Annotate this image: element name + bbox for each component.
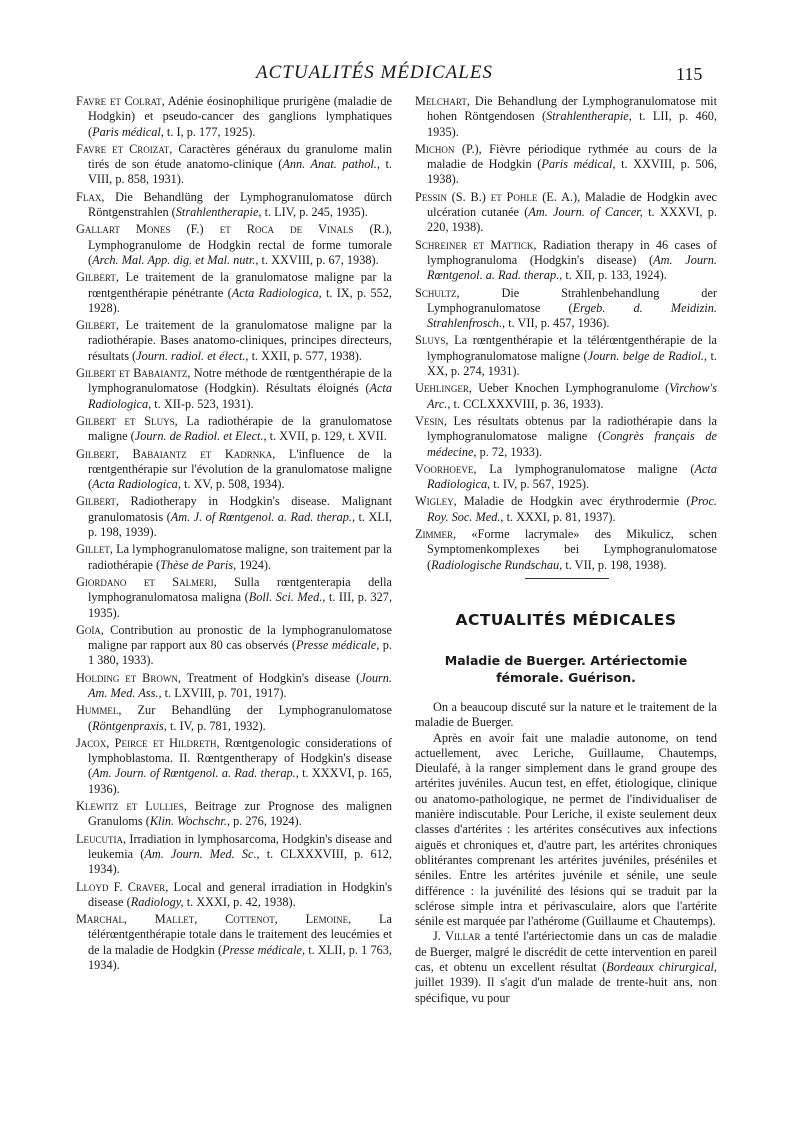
- reference-source: Am. Journ. Rœntgenol. a. Rad. therap.,: [427, 252, 717, 283]
- reference-details: t. IV, p. 567, 1925).: [490, 477, 590, 492]
- reference-details: t. XII-p. 523, 1931).: [151, 396, 254, 411]
- reference-source: Journ. de Radiol. et Elect.,: [134, 429, 267, 444]
- reference-details: t. I, p. 177, 1925).: [163, 124, 256, 139]
- left-column-references: [76, 94, 392, 975]
- reference-text: Adénie éosinophilique prurigène (maladie de Hodgkin) et pseudo-cancer des ganglions lymphatiques (: [88, 94, 392, 139]
- reference-author: Gilbert et Babaiantz,: [76, 366, 191, 381]
- reference-details: p. 1 380, 1933).: [88, 638, 392, 668]
- reference-entry: [76, 142, 392, 188]
- reference-author: Gilbert,: [76, 318, 119, 333]
- reference-text: Notre méthode de rœntgenthérapie de la lymphogranulomatose (Hodgkin). Résultats éloignés (: [88, 366, 392, 396]
- reference-text: Rœntgenologic considerations of lymphoblastoma. II. Rœntgentherapy of Hodgkin's disease (: [88, 735, 392, 781]
- body-paragraph-1: On a beaucoup discuté sur la nature et le traitement de la maladie de Buerger.: [415, 700, 717, 730]
- reference-source: Strahlentherapie,: [546, 109, 632, 124]
- reference-text: Maladie de Hodgkin avec érythrodermie (: [456, 494, 691, 509]
- reference-author: Leucutia,: [76, 831, 127, 846]
- reference-author: Favre et Colrat,: [76, 94, 165, 108]
- reference-author: Wigley,: [415, 494, 457, 509]
- reference-details: t. XII, p. 133, 1924).: [562, 268, 667, 283]
- reference-text: Zur Behandlüng der Lymphogranulomatose (: [88, 703, 392, 733]
- reference-entry: [76, 912, 392, 973]
- reference-details: t. IV, p. 781, 1932).: [166, 718, 266, 733]
- reference-author: Gilbert, Babaiantz et Kadrnka,: [76, 446, 276, 461]
- reference-source: Am. Journ. of Cancer,: [528, 205, 643, 220]
- reference-text: Sulla rœntgenterapia della lymphogranulomatosa maligna (: [88, 574, 392, 605]
- reference-source: Congrès français de médecine,: [427, 429, 717, 459]
- reference-entry: [76, 575, 392, 621]
- reference-text: Le traitement de la granulomatose maligne par la radiothérapie. Bases anatomo-cliniques, principes directeurs, résultats (: [88, 318, 392, 363]
- reference-source: Ergeb. d. Meidizin. Strahlenfrosch.,: [427, 300, 717, 331]
- reference-text: La télérœntgenthérapie totale dans le traitement des leucémies et de la maladie de Hodgkin (: [88, 912, 392, 957]
- reference-details: p. 72, 1933).: [476, 444, 543, 459]
- reference-details: t. IX, p. 552, 1928).: [88, 285, 393, 315]
- reference-source: Strahlentherapie,: [175, 205, 262, 220]
- reference-entry: [76, 447, 392, 493]
- reference-author: Lloyd F. Craver,: [76, 879, 169, 894]
- body-paragraph-2: Après en avoir fait une maladie autonome, on tend actuellement, avec Leriche, Guillaume, Chautemps, Dieulafé, à la ranger simplement dans le grand groupe des artérites juvéniles. Aucun test, en effet, étiologique, clinique ou anatomo-pathologique, ne permet de l'individualiser de manière indiscutable. Pour Leriche, il existe seulement deux classes d'artérites : les artérites consécutives aux infections aiguës et chroniques et, d'autre part, les artérites chroniques oblitérantes comprenant les artérites juvéniles, préséniles et séniles. Entre les artérites juvénile et sénile, une seule différence : la juvénilité des lésions qui se traduit par la sclérose simple intra et périvasculaire, alors que l'artérite sénile est marquée par l'athérome (Guillaume et Chautemps).: [415, 730, 717, 929]
- reference-details: t. VIII, p. 858, 1931).: [88, 157, 392, 187]
- reference-details: t. VII, p. 457, 1936).: [505, 316, 610, 331]
- reference-details: t. XXXVI, p. 165, 1936).: [88, 766, 392, 796]
- reference-entry: [76, 414, 392, 445]
- reference-source: Radiology,: [130, 894, 184, 909]
- reference-author: Schultz,: [415, 285, 460, 300]
- reference-text: La lymphogranulomatose maligne, son traitement par la radiothérapie (: [88, 542, 392, 572]
- reference-author: Klewitz et Lullies,: [76, 799, 187, 814]
- reference-source: Acta Radiologica,: [427, 461, 717, 492]
- reference-text: La rœntgenthérapie et la télérœntgenthérapie de la lymphogranulomatose maligne (: [427, 333, 717, 363]
- section-title: ACTUALITÉS MÉDICALES: [455, 611, 677, 629]
- reference-text: La radiothérapie de la granulomatose maligne (: [88, 413, 392, 444]
- reference-source: Arch. Mal. App. dig. et Mal. nutr.,: [92, 252, 259, 267]
- reference-source: Presse médicale,: [222, 942, 306, 957]
- article-title-line-2: fémorale. Guérison.: [496, 670, 636, 685]
- reference-details: p. 276, 1924).: [230, 814, 302, 829]
- reference-entry: [76, 703, 392, 734]
- reference-source: Proc. Roy. Soc. Med.,: [427, 494, 717, 524]
- reference-entry: [76, 190, 392, 221]
- reference-source: Journ. belge de Radiol.,: [587, 348, 708, 363]
- reference-entry: [76, 542, 392, 573]
- reference-text: Le traitement de la granulomatose maligne par la rœntgenthérapie pénétrante (: [88, 270, 392, 300]
- body-text-b: juillet 1939). Il s'agit d'un malade de trente-huit ans, non spécifique, vu pour: [415, 975, 717, 1005]
- reference-text: Die Behandlüng der Lymphogranulomatose dürch Röntgenstrahlen (: [88, 189, 392, 220]
- reference-author: Jacox, Peirce et Hildreth,: [76, 735, 220, 750]
- reference-entry: [415, 381, 717, 412]
- body-text-a: a tenté l'artériectomie dans un cas de maladie de Buerger, malgré le discrédit de cette intervention en pareil cas, et obtenu un excellent résultat (: [415, 929, 717, 975]
- reference-source: Am. J. of Rœntgenol. a. Rad. therap.,: [170, 509, 356, 524]
- reference-details: t. XV, p. 508, 1934).: [180, 477, 285, 492]
- reference-source: Am. Journ. of Rœntgenol. a. Rad. therap.,: [92, 766, 299, 781]
- reference-author: Gilbert et Sluys,: [76, 413, 178, 428]
- reference-entry: [415, 238, 717, 284]
- reference-source: Thèse de Paris,: [160, 557, 237, 572]
- reference-text: Maladie de Hodgkin avec ulcération cutanée (: [427, 189, 718, 220]
- reference-author: Hummel,: [76, 703, 122, 718]
- reference-author: Melchart,: [415, 94, 470, 108]
- reference-source: Boll. Sci. Med.,: [248, 590, 326, 605]
- reference-entry: [76, 94, 392, 140]
- reference-text: Contribution au pronostic de la lymphogranulomatose maligne par rapport aux 80 cas observés (: [88, 622, 392, 653]
- reference-source: Virchow's Arc.,: [427, 381, 717, 411]
- reference-source: Presse médicale,: [296, 638, 380, 653]
- reference-text: La lymphogranulomatose maligne (: [476, 461, 695, 476]
- right-column-references: [415, 94, 717, 575]
- reference-text: Beitrage zur Prognose des malignen Granuloms (: [88, 799, 392, 829]
- reference-entry: [76, 318, 392, 364]
- reference-source: Journ. Am. Med. Ass.,: [88, 670, 392, 700]
- reference-entry: [415, 286, 717, 332]
- reference-author: Gillet,: [76, 542, 113, 557]
- body-paragraph-3: [415, 929, 717, 1005]
- reference-details: t. III, p. 327, 1935).: [88, 590, 393, 620]
- reference-text: Local and general irradiation in Hodgkin's disease (: [88, 879, 393, 909]
- reference-entry: [76, 880, 392, 911]
- reference-entry: [76, 366, 392, 412]
- reference-details: t. XXVIII, p. 67, 1938).: [258, 252, 379, 267]
- reference-details: t. XVII, p. 129, t. XVII.: [266, 429, 387, 444]
- section-divider: [525, 578, 609, 579]
- reference-text: Les résultats obtenus par la radiothérapie dans la lymphogranulomatose maligne (: [427, 413, 717, 444]
- reference-details: t. XX, p. 274, 1931).: [427, 348, 717, 379]
- reference-source: Acta Radiologica,: [231, 285, 322, 300]
- reference-source: Acta Radiologica,: [92, 477, 181, 492]
- reference-author: Favre et Croizat,: [76, 141, 173, 156]
- reference-source: Klin. Wochschr.,: [149, 814, 230, 829]
- reference-entry: [415, 94, 717, 140]
- reference-entry: [415, 190, 717, 236]
- reference-author: Vesin,: [415, 413, 447, 428]
- page-header: [0, 62, 800, 86]
- reference-entry: [415, 142, 717, 188]
- reference-entry: [415, 462, 717, 493]
- reference-entry: [76, 494, 392, 540]
- reference-entry: [76, 832, 392, 878]
- reference-author: Schreiner et Mattick,: [415, 237, 537, 252]
- reference-details: 1924).: [236, 557, 272, 572]
- page-number: 115: [676, 64, 703, 84]
- reference-author: Gilbert,: [76, 494, 119, 509]
- reference-source: Radiologische Rundschau,: [431, 557, 563, 572]
- reference-author: Uehlinger,: [415, 381, 472, 396]
- article-title: [415, 652, 717, 686]
- reference-details: t. CLXXXVIII, p. 612, 1934).: [88, 846, 392, 877]
- reference-text: Die Behandlung der Lymphogranulomatose mit hohen Röntgendosen (: [427, 94, 717, 124]
- body-source: Bordeaux chirurgical,: [606, 960, 718, 975]
- reference-entry: [76, 222, 392, 268]
- reference-entry: [415, 414, 717, 460]
- reference-entry: [76, 270, 392, 316]
- reference-details: t. LIV, p. 245, 1935).: [261, 205, 368, 220]
- reference-text: Treatment of Hodgkin's disease (: [180, 670, 361, 685]
- reference-author: Flax,: [76, 189, 105, 204]
- reference-author: Giordano et Salmeri,: [76, 574, 217, 589]
- running-title: ACTUALITÉS MÉDICALES: [256, 62, 493, 83]
- article-title-line-1: Maladie de Buerger. Artériectomie: [444, 653, 688, 668]
- reference-entry: [76, 623, 392, 669]
- reference-source: Paris médical,: [92, 124, 164, 139]
- reference-source: Am. Journ. Med. Sc.,: [144, 846, 260, 861]
- reference-text: Irradiation in lymphosarcoma, Hodgkin's disease and leukemia (: [88, 831, 392, 861]
- reference-details: t. XXXI, p. 42, 1938).: [183, 894, 296, 909]
- reference-entry: [415, 494, 717, 525]
- reference-text: Ueber Knochen Lymphogranulome (: [471, 381, 670, 396]
- reference-details: t. XXVIII, p. 506, 1938).: [427, 157, 717, 187]
- reference-author: Voorhoeve,: [415, 461, 477, 476]
- reference-author: Pessin (S. B.) et Pohle (E. A.),: [415, 189, 581, 204]
- reference-author: Holding et Brown,: [76, 670, 181, 685]
- reference-text: Radiation therapy in 46 cases of lymphogranuloma (Hodgkin's disease) (: [427, 237, 717, 267]
- reference-details: t. CCLXXXVIII, p. 36, 1933).: [450, 396, 604, 411]
- reference-text: Radiotherapy in Hodgkin's disease. Malignant granulomatosis (: [88, 494, 392, 524]
- reference-author: Michon (P.),: [415, 141, 482, 156]
- reference-details: t. XXXI, p. 81, 1937).: [503, 509, 616, 524]
- reference-entry: [415, 333, 717, 379]
- reference-details: t. XLI, p. 198, 1939).: [88, 509, 393, 540]
- reference-details: t. XLII, p. 1 763, 1934).: [88, 942, 392, 973]
- reference-text: L'influence de la rœntgenthérapie sur l'évolution de la granulomatose maligne (: [88, 446, 392, 492]
- reference-entry: [76, 799, 392, 830]
- reference-author: Gilbert,: [76, 270, 119, 285]
- body-author: J. Villar: [433, 929, 481, 944]
- reference-author: Marchal, Mallet, Cottenot, Lemoine,: [76, 912, 352, 927]
- reference-details: t. LXVIII, p. 701, 1917).: [161, 685, 287, 700]
- reference-details: t. XXXVI, p. 220, 1938).: [427, 205, 717, 235]
- reference-details: t. LII, p. 460, 1935).: [427, 109, 717, 139]
- reference-source: Röntgenpraxis,: [92, 718, 167, 733]
- reference-author: Sluys,: [415, 333, 449, 348]
- reference-source: Journ. radiol. et élect.,: [136, 348, 249, 363]
- reference-source: Acta Radiologica,: [88, 381, 392, 411]
- reference-text: Die Strahlenbehandlung der Lymphogranulomatose (: [427, 285, 717, 315]
- reference-entry: [76, 736, 392, 797]
- reference-source: Paris médical,: [541, 157, 616, 172]
- reference-entry: [76, 671, 392, 702]
- reference-author: Zimmer,: [415, 527, 457, 542]
- reference-text: Fièvre périodique rythmée au cours de la maladie de Hodgkin (: [427, 141, 717, 172]
- reference-entry: [415, 527, 717, 573]
- reference-text: «Forme lacrymale» des Mikulicz, schen Symptomenkomplexes bei Lymphogranulomatose (: [427, 527, 717, 572]
- reference-source: Ann. Anat. pathol.,: [282, 157, 380, 172]
- reference-details: t. VII, p. 198, 1938).: [562, 557, 667, 572]
- article-body: [415, 700, 717, 1006]
- reference-author: Gallart Mones (F.) et Roca de Vinals (R.),: [76, 222, 392, 237]
- reference-author: Goïa,: [76, 622, 104, 637]
- reference-text: Caractères généraux du granulome malin tirés de son étude anatomo-clinique (: [88, 141, 392, 172]
- reference-details: t. XXII, p. 577, 1938).: [248, 348, 362, 363]
- reference-text: Lymphogranulome de Hodgkin rectal de forme tumorale (: [88, 237, 392, 267]
